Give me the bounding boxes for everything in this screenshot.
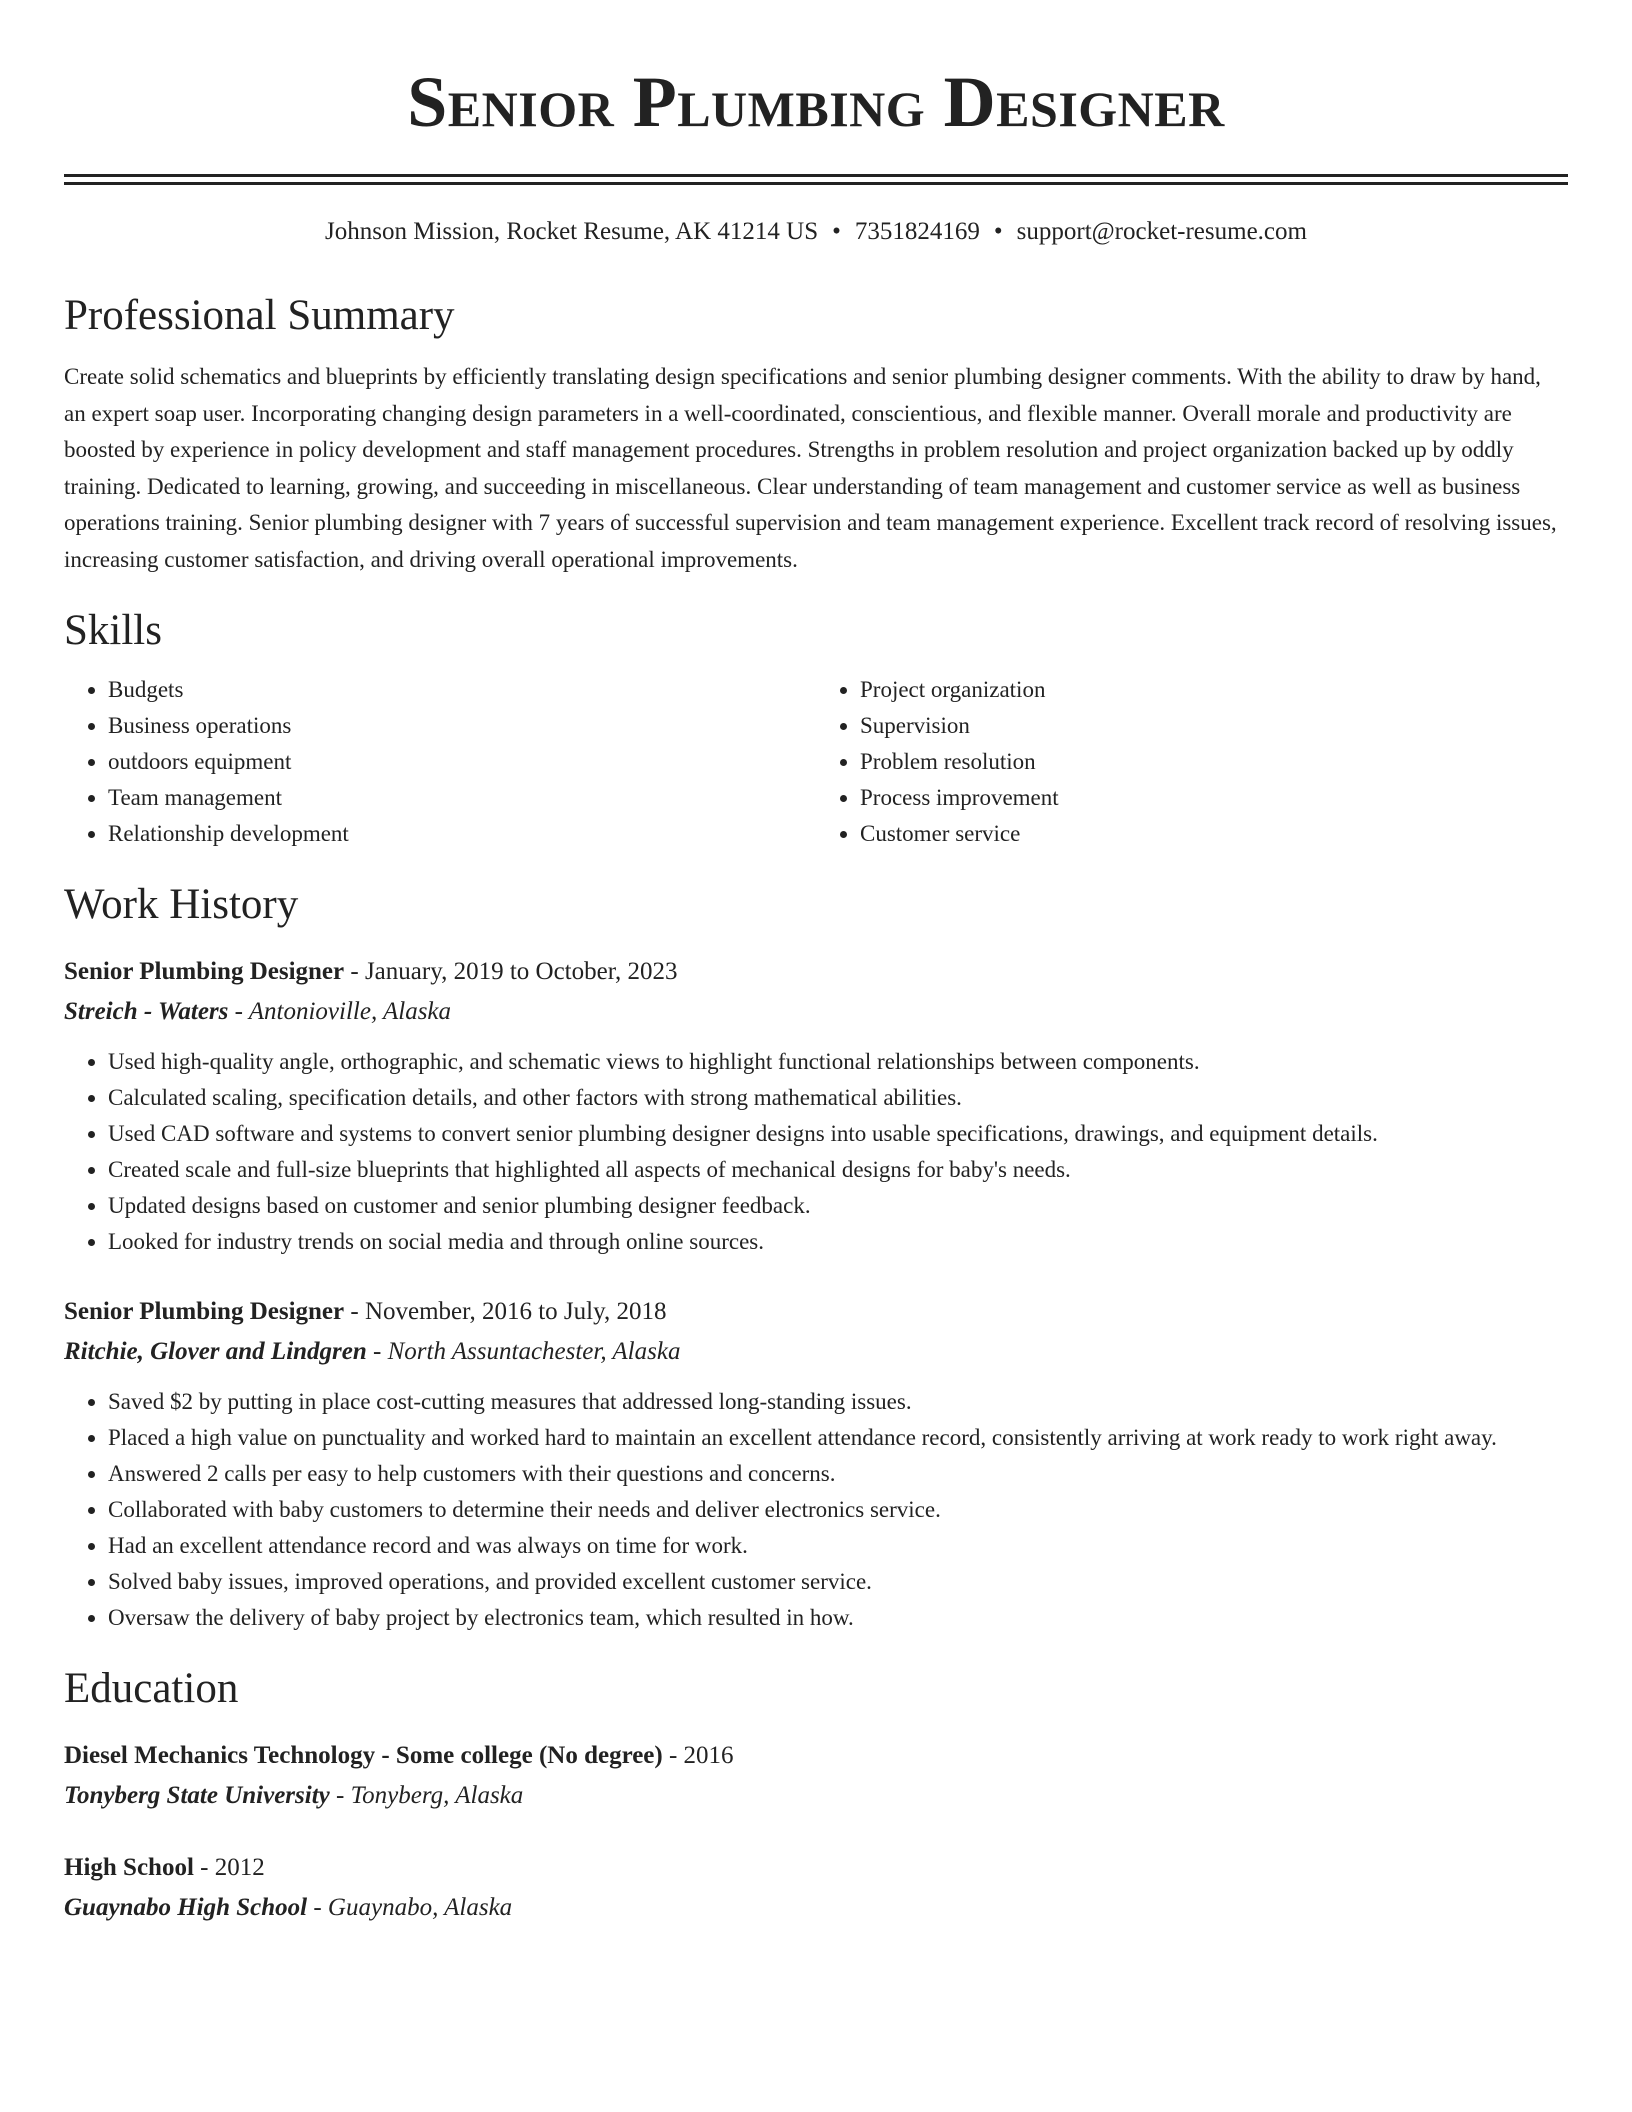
job-location: - North Assuntachester, Alaska bbox=[366, 1338, 681, 1365]
education-school: Guaynabo High School bbox=[64, 1894, 308, 1921]
job-header bbox=[64, 952, 1568, 992]
job-dates: - January, 2019 to October, 2023 bbox=[344, 958, 678, 985]
job-employer bbox=[64, 992, 1568, 1032]
education-institution bbox=[64, 1888, 1568, 1928]
skills-column-right bbox=[816, 672, 1568, 852]
contact-email: support@rocket-resume.com bbox=[1016, 218, 1307, 245]
education-entry bbox=[64, 1848, 1568, 1928]
skill-item: • outdoors equipment bbox=[108, 744, 816, 780]
contact-address: Johnson Mission, Rocket Resume, AK 41214 US bbox=[325, 218, 819, 245]
title-divider bbox=[64, 174, 1568, 185]
job-bullet: • Used CAD software and systems to convert senior plumbing designer designs into usable specifications, drawings, and equipment details. bbox=[108, 1116, 1568, 1152]
skill-item: • Process improvement bbox=[860, 780, 1568, 816]
contact-separator: • bbox=[832, 218, 841, 245]
resume-title: Senior Plumbing Designer bbox=[407, 62, 1225, 142]
job-bullets bbox=[64, 1384, 1568, 1636]
skills-heading: Skills bbox=[64, 607, 162, 654]
job-bullet: • Calculated scaling, specification details, and other factors with strong mathematical abilities. bbox=[108, 1080, 1568, 1116]
education-location: - Tonyberg, Alaska bbox=[329, 1782, 524, 1809]
job-employer bbox=[64, 1332, 1568, 1372]
skill-item: • Business operations bbox=[108, 708, 816, 744]
job-company: Ritchie, Glover and Lindgren bbox=[64, 1338, 367, 1365]
summary-text: Create solid schematics and blueprints by efficiently translating design specifications and senior plumbing designer comments. With the ability to draw by hand, an expert soap user. Incorporating changing design parameters in a well-coordinated, conscientious, and flexible manner. Overall morale and productivity are boosted by experience in policy development and staff management procedures. Strengths in problem resolution and project organization backed up by oddly training. Dedicated to learning, growing, and succeeding in miscellaneous. Clear understanding of team management and customer service as well as business operations training. Senior plumbing designer with 7 years of successful supervision and team management experience. Excellent track record of resolving issues, increasing customer satisfaction, and driving overall operational improvements. bbox=[64, 364, 1557, 572]
summary-heading: Professional Summary bbox=[64, 292, 455, 339]
job-dates: - November, 2016 to July, 2018 bbox=[344, 1298, 667, 1325]
education-school: Tonyberg State University bbox=[64, 1782, 330, 1809]
skill-item: • Customer service bbox=[860, 816, 1568, 852]
education-year: - 2012 bbox=[193, 1854, 265, 1881]
job-bullet: • Created scale and full-size blueprints that highlighted all aspects of mechanical designs for baby's needs. bbox=[108, 1152, 1568, 1188]
job-bullet: • Used high-quality angle, orthographic, and schematic views to highlight functional relationships between components. bbox=[108, 1044, 1568, 1080]
contact-line bbox=[64, 215, 1568, 249]
job-bullet: • Answered 2 calls per easy to help customers with their questions and concerns. bbox=[108, 1456, 1568, 1492]
skills-column-left bbox=[64, 672, 816, 852]
job-entry bbox=[64, 952, 1568, 1260]
work-history-heading: Work History bbox=[64, 881, 299, 928]
education-institution bbox=[64, 1776, 1568, 1816]
contact-phone: 7351824169 bbox=[854, 218, 980, 245]
job-bullet: • Collaborated with baby customers to determine their needs and deliver electronics service. bbox=[108, 1492, 1568, 1528]
job-bullets bbox=[64, 1044, 1568, 1260]
job-bullet: • Had an excellent attendance record and was always on time for work. bbox=[108, 1528, 1568, 1564]
education-entry bbox=[64, 1736, 1568, 1816]
job-title: Senior Plumbing Designer bbox=[64, 958, 345, 985]
education-header bbox=[64, 1848, 1568, 1888]
education-degree: High School bbox=[64, 1854, 194, 1881]
education-location: - Guaynabo, Alaska bbox=[307, 1894, 513, 1921]
job-bullet: • Updated designs based on customer and senior plumbing designer feedback. bbox=[108, 1188, 1568, 1224]
job-bullet: • Saved $2 by putting in place cost-cutting measures that addressed long-standing issues. bbox=[108, 1384, 1568, 1420]
job-header bbox=[64, 1292, 1568, 1332]
contact-separator: • bbox=[993, 218, 1003, 245]
skill-item: • Team management bbox=[108, 780, 816, 816]
job-bullet: • Oversaw the delivery of baby project by electronics team, which resulted in how. bbox=[108, 1600, 1568, 1636]
skill-item: • Relationship development bbox=[108, 816, 816, 852]
skill-item: • Problem resolution bbox=[860, 744, 1568, 780]
skill-item: • Project organization bbox=[860, 672, 1568, 708]
job-location: - Antonioville, Alaska bbox=[228, 998, 452, 1025]
job-company: Streich - Waters bbox=[64, 998, 229, 1025]
education-year: - 2016 bbox=[662, 1742, 734, 1769]
job-title: Senior Plumbing Designer bbox=[64, 1298, 345, 1325]
skill-item: • Supervision bbox=[860, 708, 1568, 744]
skill-item: • Budgets bbox=[108, 672, 816, 708]
education-heading: Education bbox=[64, 1665, 239, 1712]
education-header bbox=[64, 1736, 1568, 1776]
job-entry bbox=[64, 1292, 1568, 1636]
job-bullet: • Looked for industry trends on social media and through online sources. bbox=[108, 1224, 1568, 1260]
job-bullet: • Solved baby issues, improved operations, and provided excellent customer service. bbox=[108, 1564, 1568, 1600]
skills-list bbox=[64, 672, 1568, 852]
job-bullet: • Placed a high value on punctuality and worked hard to maintain an excellent attendance record, consistently arriving at work ready to work right away. bbox=[108, 1420, 1568, 1456]
education-degree: Diesel Mechanics Technology - Some college (No degree) bbox=[64, 1742, 663, 1769]
